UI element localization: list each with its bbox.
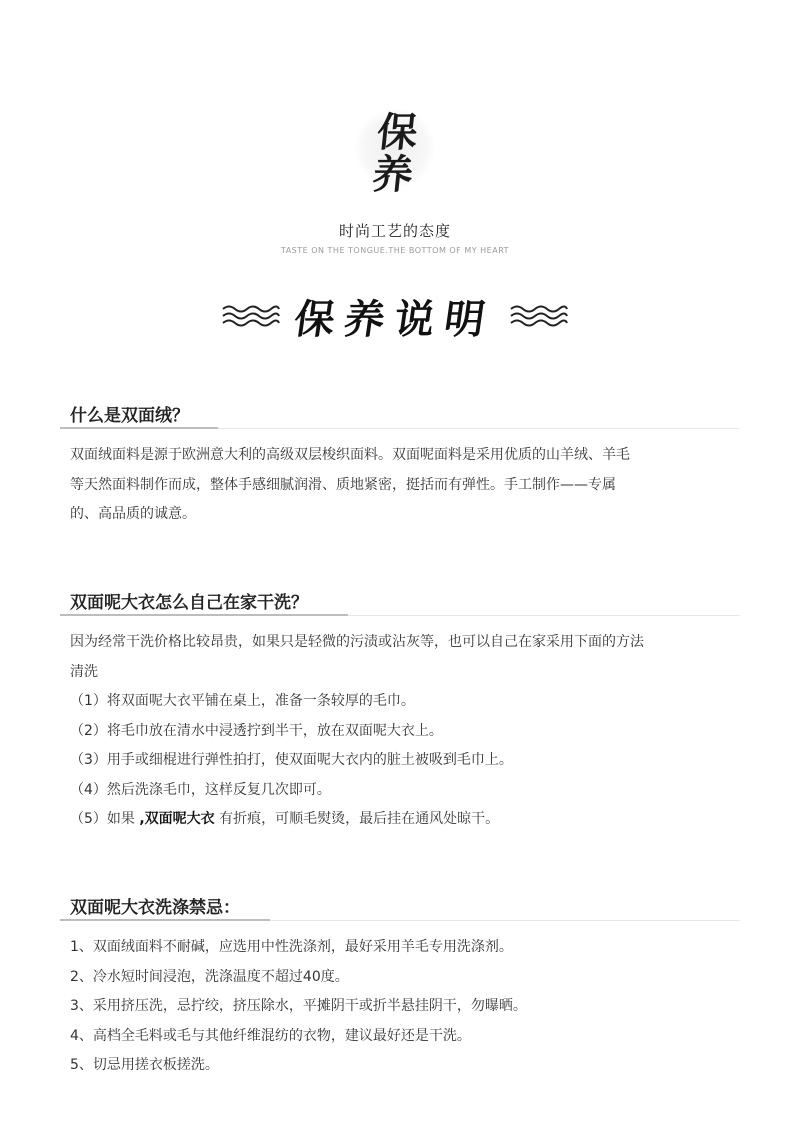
logo-calligraphy	[331, 109, 460, 198]
step-item: （1）将双面呢大衣平铺在桌上，准备一条较厚的毛巾。	[70, 693, 415, 709]
list-item: 5、切忌用搓衣板搓洗。	[70, 1057, 219, 1073]
wave-right-icon	[509, 303, 569, 329]
care-instructions-banner	[0, 288, 790, 344]
logo-char-1: 保	[374, 109, 420, 156]
section-header	[60, 890, 740, 921]
section-home-dry-clean	[60, 585, 740, 835]
step-item: （2）将毛巾放在清水中浸透拧到半干，放在双面呢大衣上。	[70, 722, 443, 739]
banner-title: 保养说明	[291, 295, 498, 343]
section-title-underline	[60, 614, 348, 616]
paragraph-line: 的、高品质的诚意。	[70, 506, 196, 522]
list-item: 3、采用挤压洗，忌拧绞，挤压除水，平摊阴干或折半悬挂阴干，勿曝晒。	[70, 998, 527, 1014]
section-title: 什么是双面绒？	[70, 406, 189, 426]
list-item: 2、冷水短时间浸泡，洗涤温度不超过40度。	[70, 968, 349, 985]
step-bold-text: ,双面呢大衣	[139, 811, 215, 827]
paragraph-line: 清洗	[70, 663, 98, 680]
step-item: （4）然后洗涤毛巾，这样反复几次即可。	[70, 781, 331, 798]
section-body	[60, 628, 740, 835]
section-what-is	[60, 398, 740, 530]
section-header	[60, 398, 740, 429]
section-title: 双面呢大衣洗涤禁忌：	[70, 898, 240, 918]
logo-mark	[335, 100, 455, 220]
step-prefix: （5）如果	[70, 811, 140, 827]
list-item: 4、高档全毛料或毛与其他纤维混纺的衣物，建议最好还是干洗。	[70, 1027, 471, 1044]
logo-char-2: 养	[370, 151, 416, 198]
section-washing-taboos	[60, 890, 740, 1081]
paragraph-line: 因为经常干洗价格比较昂贵，如果只是轻微的污渍或沾灰等，也可以自己在家采用下面的方法	[70, 634, 644, 650]
section-header	[60, 585, 740, 616]
step-item	[70, 805, 740, 835]
wave-left-icon	[221, 303, 281, 329]
paragraph-line: 双面绒面料是源于欧洲意大利的高级双层梭织面料。双面呢面料是采用优质的山羊绒、羊毛	[70, 447, 630, 463]
section-title-underline	[60, 919, 270, 921]
slogan-chinese: 时尚工艺的态度	[338, 222, 451, 240]
list-item: 1、双面绒面料不耐碱，应选用中性洗涤剂，最好采用羊毛专用洗涤剂。	[70, 939, 513, 955]
step-item: （3）用手或细棍进行弹性拍打，使双面呢大衣内的脏土被吸到毛巾上。	[70, 752, 513, 768]
paragraph-line: 等天然面料制作而成，整体手感细腻润滑、质地紧密，挺括而有弹性。手工制作——专属	[70, 476, 616, 493]
section-body	[60, 441, 740, 530]
slogan-english: TASTE ON THE TONGUE.THE BOTTOM OF MY HEART	[280, 246, 510, 255]
section-title: 双面呢大衣怎么自己在家干洗？	[70, 593, 308, 613]
care-logo	[0, 100, 790, 220]
step-suffix: 有折痕，可顺毛熨烫，最后挂在通风处晾干。	[214, 811, 500, 827]
section-body	[60, 933, 740, 1081]
section-title-underline	[60, 427, 218, 429]
